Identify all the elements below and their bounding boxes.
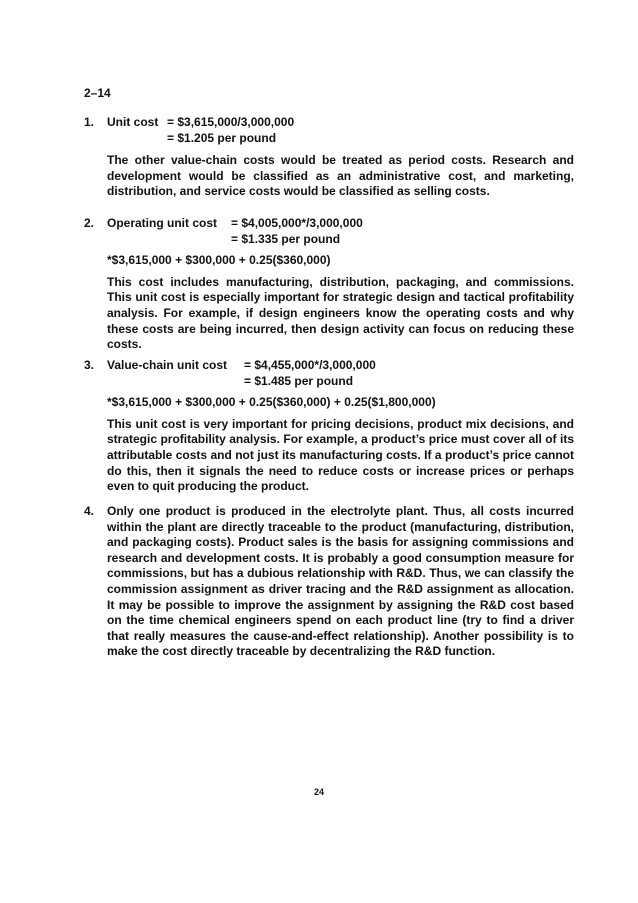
item-number: 1. <box>84 115 95 129</box>
calc-footnote: *$3,615,000 + $300,000 + 0.25($360,000) <box>107 253 331 268</box>
calc-line: = $4,005,000*/3,000,000 <box>231 216 363 230</box>
problem-heading: 2–14 <box>84 86 111 100</box>
calc-result: = $1.205 per pound <box>167 130 277 145</box>
answer-item-1 <box>84 115 574 200</box>
answer-item-2 <box>84 216 574 353</box>
calc-label: Operating unit cost <box>107 216 218 230</box>
calculation <box>107 115 574 146</box>
calc-footnote: *$3,615,000 + $300,000 + 0.25($360,000) + 0.25($1,800,000) <box>107 395 436 410</box>
answer-item-3 <box>84 358 574 495</box>
explanation-paragraph: The other value-chain costs would be treated as period costs. Research and development would be classified as an administrative cost, and marketing, distribution, and service costs would be classified as selling costs. <box>107 153 574 199</box>
explanation-paragraph: This unit cost is very important for pricing decisions, product mix decisions, and strategic profitability analysis. For example, a product’s price must cover all of its attributable costs and not just its manufacturing costs. If a product’s price cannot do this, then it signals the need to reduce costs or increase prices or perhaps even to quit producing the product. <box>107 416 574 494</box>
calculation <box>107 358 574 389</box>
item-number: 4. <box>84 504 95 518</box>
calc-result: = $1.485 per pound <box>244 373 354 388</box>
calc-line: = $4,455,000*/3,000,000 <box>244 358 376 372</box>
calc-result: = $1.335 per pound <box>231 231 341 246</box>
calc-line: = $3,615,000/3,000,000 <box>167 115 295 129</box>
explanation-paragraph: Only one product is produced in the electrolyte plant. Thus, all costs incurred within the plant are directly traceable to the product (manufacturing, distribution, and packaging costs). Product sales is the basis for assigning commissions and research and development costs. It is probably a good consumption measure for commissions, but has a dubious relationship with R&D. Thus, we can classify the commission assignment as driver tracing and the R&D assignment as allocation. It may be possible to improve the assignment by assigning the R&D cost based on the time chemical engineers spend on each product line (try to find a driver that really measures the cause-and-effect relationship). Another possibility is to make the cost directly traceable by decentralizing the R&D function. <box>107 504 574 659</box>
calc-label: Value-chain unit cost <box>107 358 228 372</box>
calc-label: Unit cost <box>107 115 159 129</box>
answer-item-4 <box>84 504 574 660</box>
page-number: 24 <box>313 787 324 797</box>
explanation-paragraph: This cost includes manufacturing, distribution, packaging, and commissions. This unit cost is especially important for strategic design and tactical profitability analysis. For example, if design engineers know the operating costs and why these costs are being incurred, then design activity can focus on reducing these costs. <box>107 274 574 352</box>
calculation <box>107 216 574 247</box>
item-number: 3. <box>84 358 95 372</box>
item-number: 2. <box>84 216 95 230</box>
